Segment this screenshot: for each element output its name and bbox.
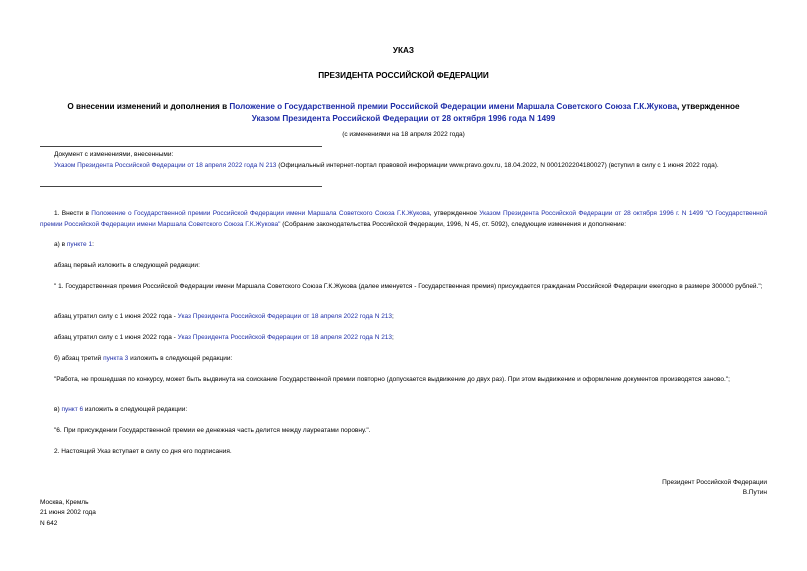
amendment-link[interactable]: Указом Президента Российской Федерации от 18 апреля 2022 года N 213 [54,161,277,169]
divider-top [40,146,322,147]
paragraph-2: 2. Настоящий Указ вступает в силу со дня его подписания. [54,448,232,455]
signing-place: Москва, Кремль [40,499,89,506]
amendment-block [40,150,767,171]
paragraph-abz1: абзац первый изложить в следующей редакции: [54,262,200,269]
item-v-link[interactable]: пункт 6 [61,406,84,413]
item-a-tail: : [92,241,94,248]
quote-3: "6. При присуждении Государственной премии ее денежная часть делится между лауреатами поровну.". [54,427,371,434]
signatory-position: Президент Российской Федерации [662,479,767,486]
item-v-tail: изложить в следующей редакции: [83,406,188,413]
subject-link-decree[interactable]: Указом Президента Российской Федерации от 28 октября 1996 года N 1499 [251,114,556,123]
lost1-prefix: абзац утратил силу с 1 июня 2022 года - [54,313,178,320]
lost-force-1 [40,312,767,323]
subject-link-regulation[interactable]: Положение о Государственной премии Российской Федерации имени Маршала Советского Союза Г.К.Жукова [229,102,678,111]
p1-tail: (Собрание законодательства Российской Федерации, 1996, N 45, ст. 5092), следующие изменения и дополнение: [280,220,627,228]
lost2-link[interactable]: Указ Президента Российской Федерации от 18 апреля 2022 года N 213 [177,334,393,341]
item-b-tail: изложить в следующей редакции: [128,355,233,362]
p1-prefix: 1. Внести в [54,210,92,217]
signing-details [40,498,96,529]
lost2-tail: ; [392,334,394,341]
subject-mid: , утвержденное [677,102,740,111]
item-a-link[interactable]: пункте 1 [66,241,93,248]
lost1-tail: ; [392,313,394,320]
document-number: N 642 [40,519,58,527]
quote-1: " 1. Государственная премия Российской Федерации имени Маршала Советского Союза Г.К.Жукова (далее именуется - Государственная премия) присуждается гражданам Российской Федерации ежегодно в размере 300000 рублей."; [54,283,763,290]
item-b [40,354,767,365]
lost-force-2 [40,333,767,344]
amendment-text [40,161,767,172]
item-v [40,405,767,416]
signatory-name: В.Путин [742,489,767,497]
changes-note: (с изменениями на 18 апреля 2022 года) [342,131,465,138]
document-subject [40,101,767,125]
amendment-label: Документ с изменениями, внесенными: [54,151,174,158]
lost1-link[interactable]: Указ Президента Российской Федерации от 18 апреля 2022 года N 213 [177,313,393,320]
paragraph-1 [40,209,767,230]
item-b-prefix: б) абзац третий [54,355,104,362]
lost2-prefix: абзац утратил силу с 1 июня 2022 года - [54,334,178,341]
issuer-title: ПРЕЗИДЕНТА РОССИЙСКОЙ ФЕДЕРАЦИИ [318,71,489,80]
p1-link-regulation[interactable]: Положение о Государственной премии Российской Федерации имени Маршала Советского Союза Г.К.Жукова [91,210,430,217]
signing-date: 21 июня 2002 года [40,509,96,517]
amendment-tail: (Официальный интернет-портал правовой информации www.pravo.gov.ru, 18.04.2022, N 0001202204180027) (вступил в силу с 1 июня 2022 года). [276,161,719,169]
item-a [40,240,767,251]
signature-block [662,478,767,499]
subject-prefix: О внесении изменений и дополнения в [67,102,230,111]
item-a-prefix: а) в [54,241,67,248]
item-v-prefix: в) [54,406,62,413]
document-type-title: УКАЗ [392,46,415,55]
p1-link-decree[interactable]: Указом Президента Российской Федерации от 28 октября 1996 г. N 1499 "О Государственной премии Российской Федерации имени Маршала Советского Союза Г.К.Жукова" [40,210,768,228]
divider-bottom [40,186,322,187]
p1-mid: , утвержденное [429,210,480,217]
quote-2: "Работа, не прошедшая по конкурсу, может быть выдвинута на соискание Государственной премии повторно (допускается выдвижение до двух раз). При этом выдвижение и оформление документов производятся заново."; [54,376,730,383]
item-b-link[interactable]: пункта 3 [103,355,129,362]
